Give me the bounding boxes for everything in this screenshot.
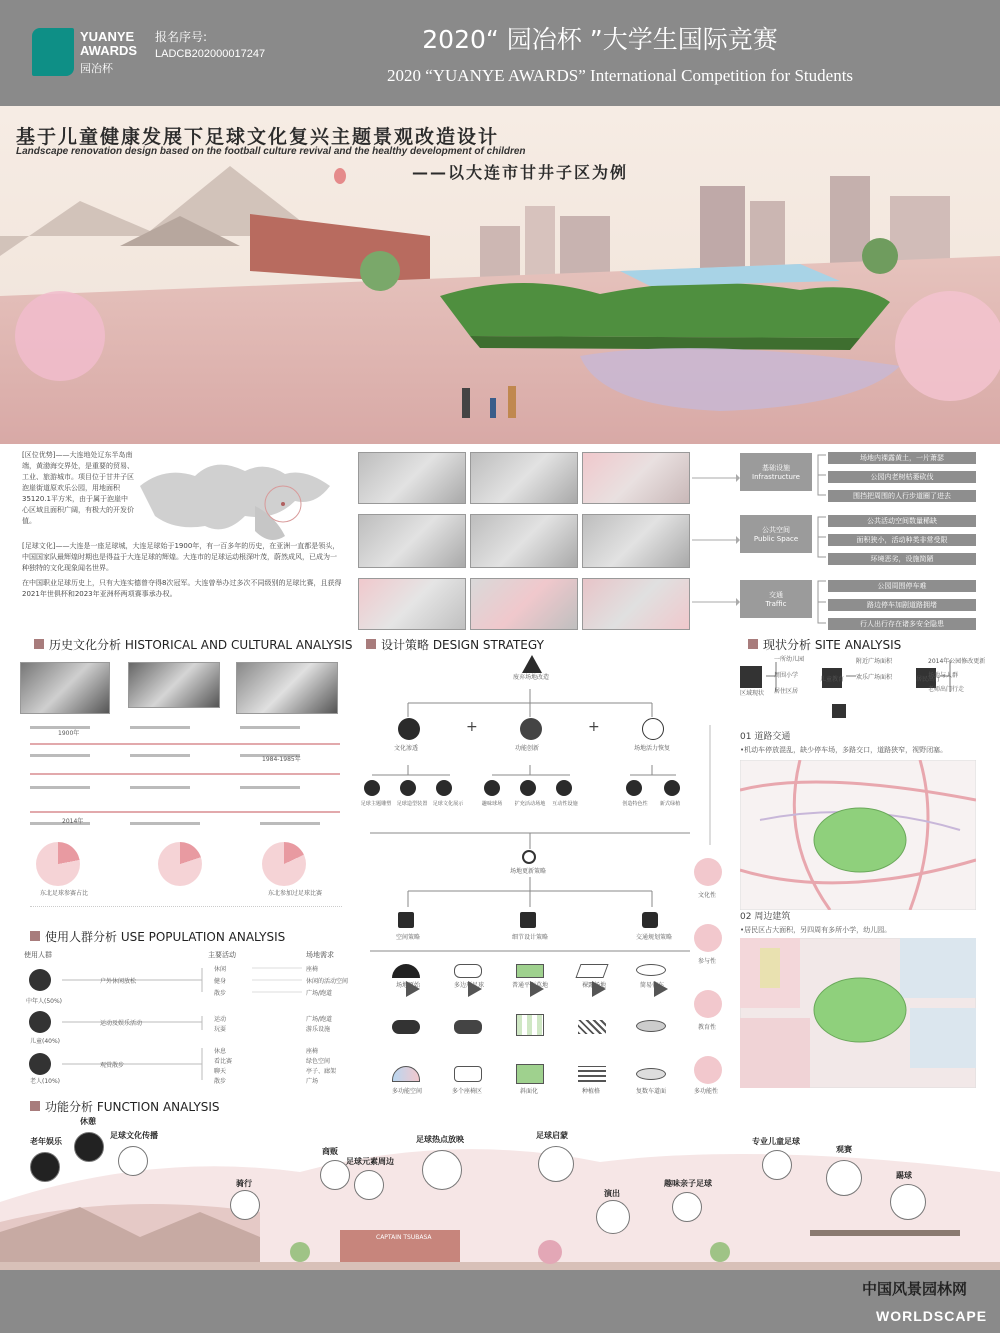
need-item: 休闲的活动空间	[306, 978, 349, 985]
section-title: 使用人群分析 USE POPULATION ANALYSIS	[45, 929, 286, 944]
strategy-result: 多个座椅区	[452, 1088, 483, 1095]
strategy-branch: 场地活力恢复	[634, 745, 671, 752]
section-title: 设计策略 DESIGN STRATEGY	[381, 637, 544, 652]
strategy-step: 多边形足球	[454, 982, 485, 989]
plus-sign: +	[588, 719, 600, 735]
issue-category-traffic	[740, 580, 812, 618]
building-analysis-title: 02 周边建筑	[740, 912, 791, 922]
sculpture-icon	[364, 780, 380, 796]
project-title-cn: 基于儿童健康发展下足球文化复兴主题景观改造设计	[16, 126, 500, 148]
site-photo-6	[582, 514, 690, 568]
performance-icon	[596, 1200, 630, 1234]
interactive-icon	[556, 780, 572, 796]
road-traffic-map	[740, 760, 976, 910]
group-label: 老人(10%)	[30, 1078, 61, 1085]
spectator-icon	[826, 1160, 862, 1196]
strategy-result: 多功能空间	[392, 1088, 423, 1095]
need-item: 亭子、廊架	[306, 1068, 337, 1075]
refresh-icon	[522, 850, 536, 864]
value-label: 文化性	[698, 892, 717, 899]
registration-number: LADCB202000017247	[155, 48, 266, 60]
yuanye-logo	[28, 24, 140, 82]
function-label-merch: 足球元素周边	[346, 1157, 394, 1166]
site-photo-4	[358, 514, 466, 568]
culture-book-icon	[398, 718, 420, 740]
screen-icon	[422, 1150, 462, 1190]
function-label-cycling: 骑行	[236, 1179, 252, 1188]
heading-marker-icon	[30, 931, 40, 941]
project-subtitle: ——以大连市甘井子区为例	[412, 163, 629, 182]
activity-sub: 健身	[214, 978, 227, 985]
strategy-step: 普通平面草地	[512, 982, 549, 989]
timeline-year: 1984-1985年	[262, 756, 301, 763]
heading-marker-icon	[34, 639, 44, 649]
strategy-step: 简易停车	[640, 982, 665, 989]
function-label-vendors: 商贩	[322, 1147, 338, 1156]
issue-item: 公共活动空间数量稀缺	[828, 515, 976, 527]
issue-category-en: Public Space	[753, 535, 799, 543]
value-label: 参与性	[698, 958, 717, 965]
function-label-pro-kids-football: 专业儿童足球	[752, 1137, 800, 1146]
pie-chart-1	[36, 842, 80, 886]
history-footnote-line	[30, 906, 342, 920]
site-photo-3	[582, 452, 690, 504]
pie-caption: 东北足球参赛占比	[40, 890, 89, 897]
flow-node: 附近广场面积	[856, 658, 893, 665]
group-activity: 观赏散步	[100, 1062, 125, 1069]
strategy-branch: 文化渗透	[394, 745, 419, 752]
car-icon	[642, 912, 658, 928]
function-label-rest: 休憩	[80, 1117, 96, 1126]
strategy-result: 复数车道面	[636, 1088, 667, 1095]
need-item: 广场/跑道	[306, 1016, 333, 1023]
activity-sub: 散步	[214, 1078, 227, 1085]
header-band	[0, 0, 1000, 106]
slope-icon	[516, 1064, 544, 1084]
megaphone-icon	[118, 1146, 148, 1176]
group-label: 儿童(40%)	[30, 1038, 61, 1045]
flow-node: 一所幼儿园	[774, 656, 805, 663]
fold-transform-icon	[516, 1014, 544, 1036]
strategy-mid-item: 趣味球场	[481, 800, 503, 807]
value-label: 多功能性	[694, 1088, 719, 1095]
function-label-screening: 足球热点放映	[416, 1135, 464, 1144]
timeline-year: 2014年	[62, 818, 84, 825]
road-analysis-desc: •机动车停放混乱，缺少停车场，多路交口，道路狭窄，视野闭塞。	[740, 746, 948, 754]
issue-item: 公园周围停车难	[828, 580, 976, 592]
activity-sub: 玩耍	[214, 1026, 227, 1033]
flow-node: 场地与人群	[928, 672, 959, 679]
value-label: 教育性	[698, 1024, 717, 1031]
strategy-step: 场地原始	[396, 982, 421, 989]
kid-player-icon	[762, 1150, 792, 1180]
kicking-icon	[890, 1184, 926, 1220]
culture-globe-icon	[694, 858, 722, 886]
registration-label: 报名序号:	[155, 30, 208, 44]
section-title: 功能分析 FUNCTION ANALYSIS	[45, 1099, 220, 1114]
strategy-mid-item: 创造特色性	[622, 800, 648, 807]
merch-icon	[354, 1170, 384, 1200]
group-activity: 户外休闲放松	[100, 978, 137, 985]
issue-category-en: Traffic	[765, 600, 787, 608]
issue-item: 面积狭小，活动种类非常受限	[828, 534, 976, 546]
activity-sub: 散步	[214, 990, 227, 997]
group-label: 中年人(50%)	[26, 998, 63, 1005]
logo-line1: YUANYE	[80, 29, 135, 44]
magnifier-icon	[520, 780, 536, 796]
flow-node: 区域现状	[740, 690, 765, 697]
function-label-culture-spread: 足球文化传播	[110, 1131, 158, 1140]
greenery-icon	[664, 780, 680, 796]
flow-node: 居民出行	[916, 676, 941, 683]
road-analysis-title: 01 道路交通	[740, 732, 791, 742]
bare-ground-icon	[575, 964, 608, 978]
plus-sign: +	[466, 719, 478, 735]
issue-item: 环境恶劣，设施简陋	[828, 553, 976, 565]
issue-item: 路边停车加剧道路拥堵	[828, 599, 976, 611]
col-header-needs: 场地需求	[306, 951, 334, 959]
landscape-icon	[520, 912, 536, 928]
section-title: 历史文化分析 HISTORICAL AND CULTURAL ANALYSIS	[49, 637, 353, 652]
flow-node: 居住区居	[774, 688, 799, 695]
watermark-cn: 中国风景园林网	[862, 1280, 968, 1298]
renew-strategy-label: 场地更新策略	[510, 868, 547, 875]
col-header-users: 使用人群	[24, 951, 52, 959]
col-header-activity: 主要活动	[208, 951, 236, 959]
lower-strategy: 空间策略	[396, 934, 421, 941]
heading-marker-icon	[748, 639, 758, 649]
coach-icon	[538, 1146, 574, 1182]
issue-category-cn: 公共空间	[762, 526, 790, 534]
need-item: 广场	[306, 1078, 319, 1085]
display-icon	[436, 780, 452, 796]
family-football-icon	[672, 1192, 702, 1222]
strategy-mid-item: 扩充活动场地	[514, 800, 546, 807]
need-item: 广场/跑道	[306, 990, 333, 997]
site-photo-1	[358, 452, 466, 504]
logo-line2: AWARDS	[80, 43, 138, 58]
function-label-family-football: 趣味亲子足球	[664, 1179, 712, 1188]
seats-cluster-icon	[454, 1066, 482, 1082]
history-photo-1	[20, 662, 110, 714]
flow-node: 2014年公园修改更新	[928, 658, 986, 665]
location-advantage-text: [区位优势]——大连地处辽东半岛南端，黄渤海交界处，是重要的贸易、工业、旅游城市。项目位于甘井子区泡崖街道原欢乐公园，用地面积35120.1平方米，由于属于泡崖中心区域且面积广阔，有极大的开发价值。	[22, 451, 134, 525]
function-label-enlightenment: 足球启蒙	[536, 1131, 568, 1140]
flow-node: 周围小学	[774, 672, 799, 679]
plant-icon	[626, 780, 642, 796]
issue-category-en: Infrastructure	[752, 473, 800, 481]
history-section-heading	[34, 636, 352, 652]
function-label-kicking: 踢球	[896, 1171, 912, 1180]
logo-text	[80, 30, 137, 58]
function-label-elderly-recreation: 老年娱乐	[30, 1137, 62, 1146]
strategy-mid-item: 新式绿植	[659, 800, 681, 807]
gear-icon	[400, 780, 416, 796]
issue-item: 围挡把周围的人行步道圈了进去	[828, 490, 976, 502]
pie-caption: 东北参加过足球比赛	[268, 890, 323, 897]
football-culture-text: [足球文化]——大连是一座足球城，大连足球始于1900年，有一百多年的历史，在亚洲一直都是领头，中国国家队最辉煌时期也是得益于大连足球的辉煌。大连市的足球运动根深叶茂，蔚然成风，已成为一种独特的文化现象闻名世界。	[22, 542, 340, 572]
site-photo-7	[358, 578, 466, 630]
site-photo-2	[470, 452, 578, 504]
flow-node: 老师出门行走	[928, 686, 965, 693]
grid-transform-icon	[578, 1020, 606, 1034]
issue-arrows	[690, 452, 740, 632]
court-icon	[484, 780, 500, 796]
strategy-step: 裸露场地	[582, 982, 607, 989]
heading-marker-icon	[366, 639, 376, 649]
population-diagram	[22, 962, 347, 1092]
issue-category-cn: 交通	[769, 591, 783, 599]
bicycle-icon	[230, 1190, 260, 1220]
issue-item: 行人出行存在诸多安全隐患	[828, 618, 976, 630]
lower-strategy: 细节设计策略	[512, 934, 549, 941]
site-photo-9	[582, 578, 690, 630]
pie-chart-3	[262, 842, 306, 886]
strategy-mid-item: 互动性设施	[552, 800, 578, 807]
history-photo-3	[236, 662, 338, 714]
issue-item: 公园内老树枯萎砍伐	[828, 471, 976, 483]
competition-title-en: 2020 “YUANYE AWARDS” International Competition for Students	[386, 66, 854, 85]
logo-mark-icon	[32, 28, 74, 76]
education-cap-icon	[694, 990, 722, 1018]
issue-category-infrastructure	[740, 453, 812, 491]
issue-item: 场地内裸露黄土，一片萧瑟	[828, 452, 976, 464]
participation-icon	[694, 924, 722, 952]
planter-grid-icon	[578, 1066, 606, 1082]
multifunction-icon	[694, 1056, 722, 1084]
multi-lane-icon	[636, 1068, 666, 1080]
lightbulb-icon	[520, 718, 542, 740]
strategy-mid-item: 足球造型装置	[396, 800, 428, 807]
history-photo-2	[128, 662, 220, 708]
issue-category-public-space	[740, 515, 812, 553]
section-title: 现状分析 SITE ANALYSIS	[763, 637, 902, 652]
activity-sub: 休闲	[214, 966, 227, 973]
group-activity: 运动及娱乐活动	[100, 1020, 143, 1027]
site-photo-5	[470, 514, 578, 568]
strategy-section-heading	[366, 636, 544, 652]
dome-transform-icon	[392, 1020, 420, 1034]
need-item: 座椅	[306, 966, 319, 973]
world-map	[135, 446, 350, 556]
competition-title-cn: 2020“ 园冶杯 ”大学生国际竞赛	[422, 25, 778, 54]
activity-sub: 看比赛	[214, 1058, 233, 1065]
seat-transform-icon	[454, 1020, 482, 1034]
flow-node: 儿童教育	[820, 676, 845, 683]
activity-sub: 运动	[214, 1016, 227, 1023]
polygon-seat-icon	[454, 964, 482, 978]
strategy-mid-item: 足球文化展示	[432, 800, 464, 807]
grid-icon	[398, 912, 414, 928]
lawn-shape-icon	[516, 964, 544, 978]
need-item: 绿色空间	[306, 1058, 331, 1065]
strategy-mid-item: 足球主题雕塑	[360, 800, 392, 807]
logo-cn: 园冶杯	[80, 62, 113, 75]
function-label-spectating: 观赛	[836, 1145, 852, 1154]
lane-transform-icon	[636, 1020, 666, 1032]
project-title-en: Landscape renovation design based on the football culture revival and the healthy development of children	[16, 146, 526, 157]
site-photo-8	[470, 578, 578, 630]
strategy-result: 种植格	[582, 1088, 601, 1095]
need-item: 游乐设施	[306, 1026, 331, 1033]
pie-chart-2	[158, 842, 202, 886]
building-analysis-desc: •居民区占大面积，另四周有多所小学，幼儿园。	[740, 926, 892, 934]
timeline-year: 1900年	[58, 730, 80, 737]
need-item: 座椅	[306, 1048, 319, 1055]
heading-marker-icon	[30, 1101, 40, 1111]
population-section-heading	[30, 928, 285, 944]
parking-shape-icon	[636, 964, 666, 976]
flow-node: 欢乐广场面积	[856, 674, 893, 681]
activity-sub: 聊天	[214, 1068, 227, 1075]
strategy-result: 斜面化	[520, 1088, 539, 1095]
strategy-branch: 功能创新	[515, 745, 540, 752]
lower-strategy: 交通规划策略	[636, 934, 673, 941]
activity-sub: 休息	[214, 1048, 227, 1055]
elderly-icon	[30, 1152, 60, 1182]
footer-band	[0, 1270, 1000, 1333]
hero-rendering	[0, 106, 1000, 444]
captain-tsubasa-sign: CAPTAIN TSUBASA	[376, 1234, 432, 1241]
leaf-icon	[642, 718, 664, 740]
surrounding-buildings-map	[740, 938, 976, 1088]
function-label-performance: 演出	[604, 1189, 620, 1198]
watermark-en: WORLDSCAPE	[876, 1308, 988, 1324]
strategy-top-label: 废弃场地改造	[513, 674, 550, 681]
issue-brackets	[814, 453, 828, 633]
issue-category-cn: 基础设施	[762, 464, 790, 472]
site-section-heading	[748, 636, 901, 652]
rest-icon	[74, 1132, 104, 1162]
football-history-text: 在中国职业足球历史上，只有大连实德曾夺得8次冠军。大连曾举办过多次不同级别的足球比赛，且获得2021年世俱杯和2023年亚洲杯两项赛事承办权。	[22, 579, 342, 598]
